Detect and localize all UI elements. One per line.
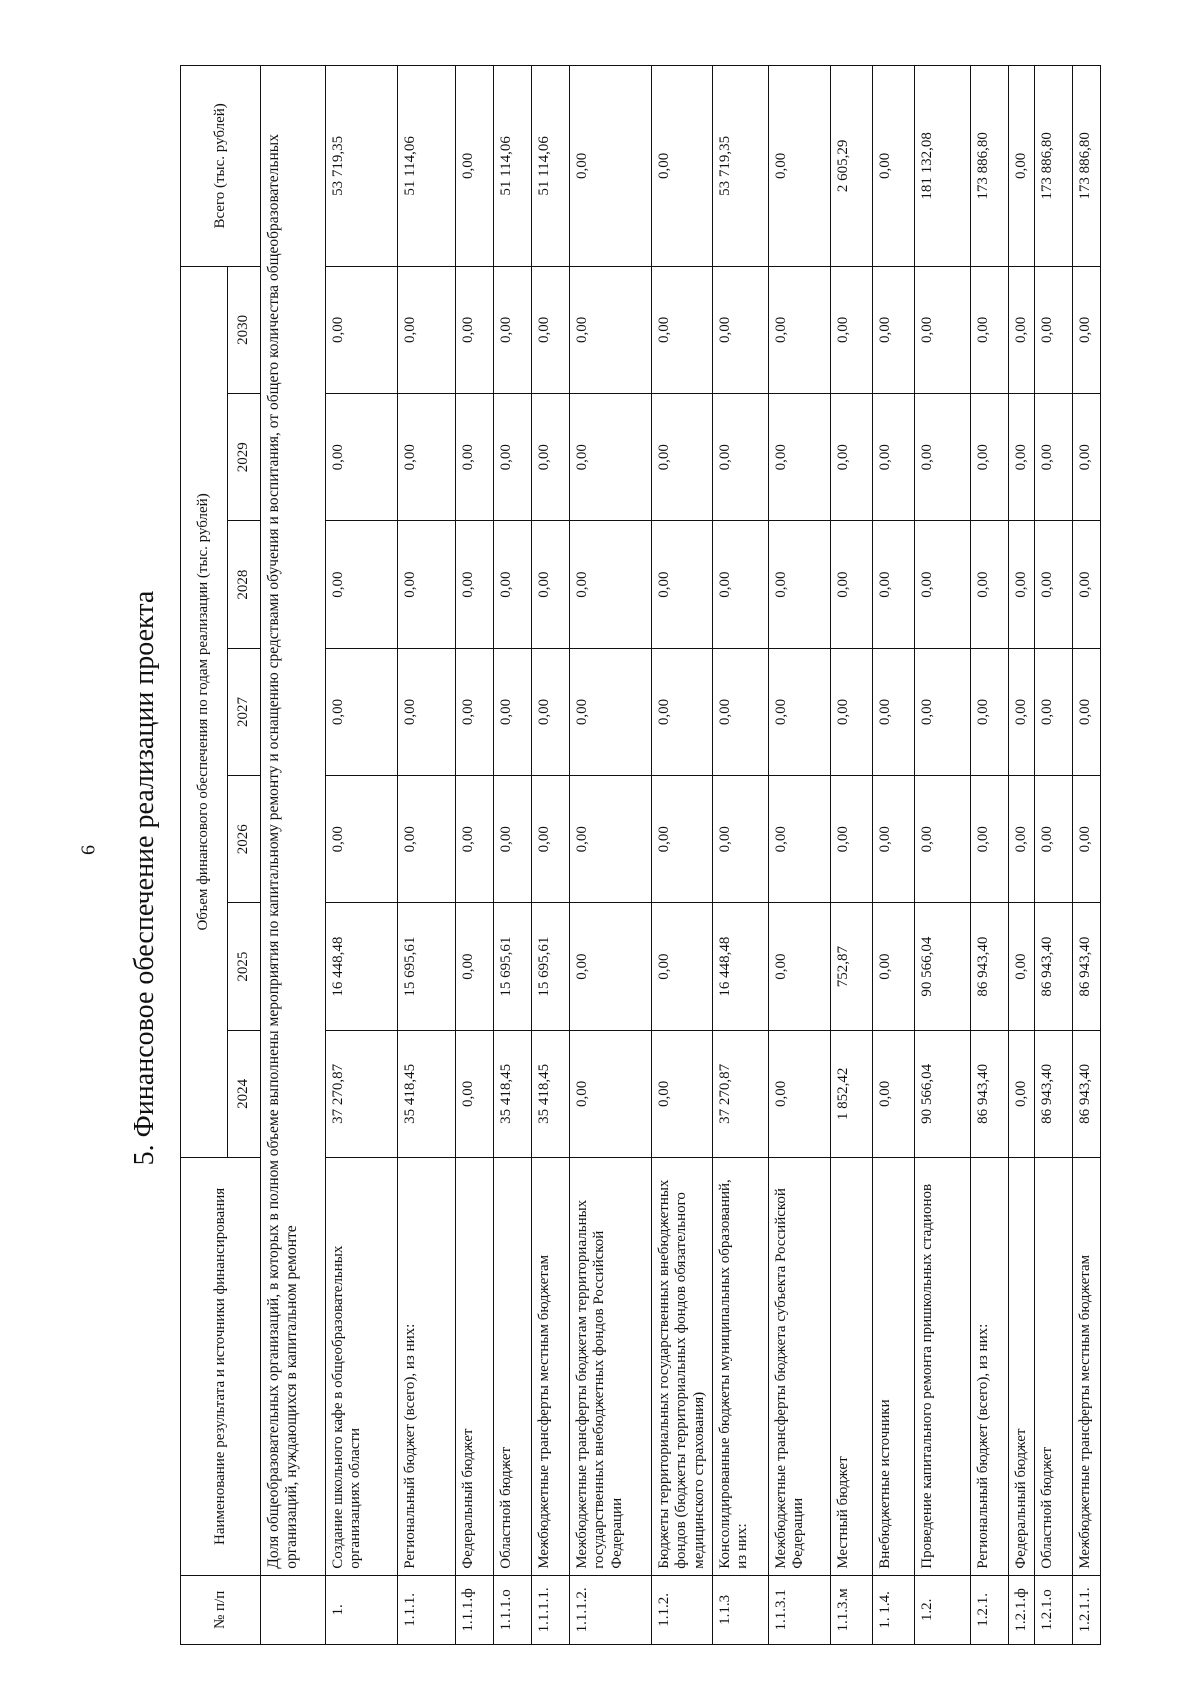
row-name: Региональный бюджет (всего), из них: [398,1158,456,1576]
row-value-2027: 0,00 [872,648,914,775]
row-value-2030: 0,00 [456,266,494,393]
row-value-2029: 0,00 [494,394,532,521]
row-value-2025: 86 943,40 [970,903,1008,1030]
row-value-2027: 0,00 [830,648,872,775]
row-total: 51 114,06 [532,66,570,267]
header-year: 2029 [228,394,261,521]
table-row [768,66,830,1645]
row-value-2030: 0,00 [1073,266,1101,393]
row-name: Межбюджетные трансферты бюджета субъекта Российской Федерации [768,1158,830,1576]
header-total: Всего (тыс. рублей) [181,66,261,267]
table-row [494,66,532,1645]
row-value-2028: 0,00 [914,521,970,648]
row-number: 1.2.1.ф [1008,1575,1034,1644]
row-value-2026: 0,00 [494,776,532,903]
row-value-2029: 0,00 [970,394,1008,521]
row-total: 0,00 [872,66,914,267]
row-value-2024: 37 270,87 [712,1030,768,1157]
row-name: Федеральный бюджет [1008,1158,1034,1576]
row-value-2025: 86 943,40 [1073,903,1101,1030]
row-value-2024: 86 943,40 [970,1030,1008,1157]
row-value-2024: 35 418,45 [532,1030,570,1157]
row-value-2026: 0,00 [872,776,914,903]
row-value-2029: 0,00 [326,394,398,521]
row-number: 1.1.3.1 [768,1575,830,1644]
row-value-2026: 0,00 [1073,776,1101,903]
row-value-2026: 0,00 [532,776,570,903]
row-value-2025: 0,00 [1008,903,1034,1030]
row-number: 1.1.3 [712,1575,768,1644]
row-value-2026: 0,00 [970,776,1008,903]
row-value-2030: 0,00 [326,266,398,393]
row-number: 1. 1.4. [872,1575,914,1644]
row-number: 1.2.1.1. [1073,1575,1101,1644]
row-name: Федеральный бюджет [456,1158,494,1576]
row-name: Бюджеты территориальных государственных внебюджетных фондов (бюджеты территориальных фондов обязательного медицинского страхования) [652,1158,713,1576]
table-row [1008,66,1034,1645]
row-value-2027: 0,00 [1035,648,1073,775]
section-row [261,66,326,1645]
page-number: 6 [77,845,100,855]
row-value-2027: 0,00 [326,648,398,775]
row-value-2027: 0,00 [768,648,830,775]
row-number: 1.1.1.о [494,1575,532,1644]
row-value-2030: 0,00 [1035,266,1073,393]
row-value-2029: 0,00 [456,394,494,521]
row-value-2030: 0,00 [398,266,456,393]
table-row [712,66,768,1645]
row-number: 1.1.1.ф [456,1575,494,1644]
row-number: 1.2.1. [970,1575,1008,1644]
row-number: 1. [326,1575,398,1644]
row-name: Межбюджетные трансферты местным бюджетам [532,1158,570,1576]
table-row [456,66,494,1645]
row-name: Межбюджетные трансферты местным бюджетам [1073,1158,1101,1576]
row-value-2029: 0,00 [652,394,713,521]
row-name: Областной бюджет [494,1158,532,1576]
table-row [398,66,456,1645]
row-number: 1.2.1.о [1035,1575,1073,1644]
row-value-2024: 0,00 [1008,1030,1034,1157]
rotated-page-content [180,65,1100,1645]
row-total: 173 886,80 [1073,66,1101,267]
row-value-2028: 0,00 [970,521,1008,648]
row-value-2029: 0,00 [914,394,970,521]
row-value-2024: 0,00 [570,1030,652,1157]
header-year: 2024 [228,1030,261,1157]
row-name: Региональный бюджет (всего), из них: [970,1158,1008,1576]
row-number: 1.1.1. [398,1575,456,1644]
row-value-2026: 0,00 [914,776,970,903]
row-value-2025: 16 448,48 [326,903,398,1030]
row-value-2025: 0,00 [570,903,652,1030]
header-years-group: Объем финансового обеспечения по годам реализации (тыс. рублей) [181,266,228,1157]
row-value-2029: 0,00 [532,394,570,521]
row-value-2029: 0,00 [1008,394,1034,521]
row-value-2025: 15 695,61 [398,903,456,1030]
row-value-2029: 0,00 [712,394,768,521]
row-total: 0,00 [652,66,713,267]
row-value-2026: 0,00 [768,776,830,903]
row-total: 53 719,35 [712,66,768,267]
table-row [532,66,570,1645]
table-row [970,66,1008,1645]
row-value-2027: 0,00 [532,648,570,775]
page-title: 5. Финансовое обеспечение реализации проекта [129,590,160,1166]
row-value-2030: 0,00 [570,266,652,393]
row-value-2027: 0,00 [970,648,1008,775]
row-value-2028: 0,00 [1008,521,1034,648]
row-total: 0,00 [1008,66,1034,267]
row-value-2026: 0,00 [456,776,494,903]
row-value-2024: 1 852,42 [830,1030,872,1157]
row-value-2028: 0,00 [494,521,532,648]
row-value-2030: 0,00 [712,266,768,393]
row-value-2027: 0,00 [570,648,652,775]
row-value-2028: 0,00 [326,521,398,648]
row-total: 181 132,08 [914,66,970,267]
row-value-2028: 0,00 [532,521,570,648]
section-text: Доля общеобразовательных организаций, в которых в полном объеме выполнены мероприятия по капитальному ремонту и оснащению средствами обучения и воспитания, от общего количества общеобразовательных организаций, нуждающихся в капитальном ремонте [261,66,326,1576]
row-number: 1.1.1.2. [570,1575,652,1644]
row-value-2030: 0,00 [494,266,532,393]
row-value-2024: 86 943,40 [1035,1030,1073,1157]
row-value-2028: 0,00 [872,521,914,648]
row-value-2029: 0,00 [570,394,652,521]
row-value-2029: 0,00 [398,394,456,521]
row-value-2026: 0,00 [326,776,398,903]
row-value-2026: 0,00 [830,776,872,903]
row-value-2030: 0,00 [768,266,830,393]
row-value-2030: 0,00 [914,266,970,393]
row-value-2028: 0,00 [398,521,456,648]
row-value-2030: 0,00 [532,266,570,393]
header-year: 2026 [228,776,261,903]
row-name: Создание школьного кафе в общеобразовательных организациях области [326,1158,398,1576]
header-number: № п/п [181,1575,261,1644]
table-row [1035,66,1073,1645]
row-value-2029: 0,00 [830,394,872,521]
row-value-2026: 0,00 [570,776,652,903]
row-number: 1.1.3.м [830,1575,872,1644]
row-total: 0,00 [570,66,652,267]
row-value-2026: 0,00 [398,776,456,903]
table-row [652,66,713,1645]
row-value-2030: 0,00 [872,266,914,393]
row-name: Внебюджетные источники [872,1158,914,1576]
row-name: Областной бюджет [1035,1158,1073,1576]
row-value-2027: 0,00 [1008,648,1034,775]
row-value-2030: 0,00 [1008,266,1034,393]
row-value-2025: 15 695,61 [532,903,570,1030]
row-number: 1.1.2. [652,1575,713,1644]
row-value-2029: 0,00 [1073,394,1101,521]
row-value-2027: 0,00 [494,648,532,775]
row-value-2028: 0,00 [652,521,713,648]
row-value-2024: 90 566,04 [914,1030,970,1157]
row-value-2025: 0,00 [456,903,494,1030]
section-number-cell [261,1575,326,1644]
row-value-2028: 0,00 [712,521,768,648]
row-value-2025: 15 695,61 [494,903,532,1030]
row-value-2024: 0,00 [872,1030,914,1157]
row-value-2029: 0,00 [768,394,830,521]
row-value-2025: 0,00 [652,903,713,1030]
row-value-2024: 86 943,40 [1073,1030,1101,1157]
table-row [1073,66,1101,1645]
row-total: 173 886,80 [970,66,1008,267]
row-number: 1.2. [914,1575,970,1644]
header-year: 2030 [228,266,261,393]
row-value-2029: 0,00 [1035,394,1073,521]
row-total: 2 605,29 [830,66,872,267]
row-value-2025: 0,00 [768,903,830,1030]
row-value-2030: 0,00 [830,266,872,393]
table-row [830,66,872,1645]
row-value-2025: 0,00 [872,903,914,1030]
row-value-2025: 16 448,48 [712,903,768,1030]
table-row [872,66,914,1645]
row-value-2024: 35 418,45 [398,1030,456,1157]
row-value-2028: 0,00 [768,521,830,648]
row-value-2028: 0,00 [830,521,872,648]
financing-table [180,65,1101,1645]
row-total: 0,00 [456,66,494,267]
row-number: 1.1.1.1. [532,1575,570,1644]
row-value-2024: 37 270,87 [326,1030,398,1157]
row-value-2026: 0,00 [1035,776,1073,903]
row-value-2024: 0,00 [652,1030,713,1157]
row-value-2028: 0,00 [1035,521,1073,648]
row-value-2028: 0,00 [570,521,652,648]
row-value-2024: 0,00 [456,1030,494,1157]
row-total: 51 114,06 [398,66,456,267]
row-value-2025: 86 943,40 [1035,903,1073,1030]
row-value-2027: 0,00 [914,648,970,775]
row-total: 173 886,80 [1035,66,1073,267]
header-name: Наименование результата и источники финансирования [181,1158,261,1576]
row-total: 53 719,35 [326,66,398,267]
row-value-2025: 752,87 [830,903,872,1030]
row-value-2030: 0,00 [652,266,713,393]
row-value-2029: 0,00 [872,394,914,521]
table-row [914,66,970,1645]
row-name: Местный бюджет [830,1158,872,1576]
row-value-2027: 0,00 [652,648,713,775]
row-value-2026: 0,00 [1008,776,1034,903]
row-value-2028: 0,00 [456,521,494,648]
row-value-2027: 0,00 [456,648,494,775]
row-value-2024: 35 418,45 [494,1030,532,1157]
table-row [326,66,398,1645]
row-value-2030: 0,00 [970,266,1008,393]
row-value-2027: 0,00 [398,648,456,775]
row-value-2028: 0,00 [1073,521,1101,648]
row-total: 0,00 [768,66,830,267]
row-name: Межбюджетные трансферты бюджетам территориальных государственных внебюджетных фондов Российской Федерации [570,1158,652,1576]
table-row [570,66,652,1645]
header-year: 2027 [228,648,261,775]
row-value-2027: 0,00 [1073,648,1101,775]
row-value-2026: 0,00 [712,776,768,903]
row-total: 51 114,06 [494,66,532,267]
header-year: 2028 [228,521,261,648]
header-year: 2025 [228,903,261,1030]
row-value-2024: 0,00 [768,1030,830,1157]
row-name: Консолидированные бюджеты муниципальных образований, из них: [712,1158,768,1576]
row-value-2025: 90 566,04 [914,903,970,1030]
row-value-2027: 0,00 [712,648,768,775]
row-value-2026: 0,00 [652,776,713,903]
row-name: Проведение капитального ремонта пришкольных стадионов [914,1158,970,1576]
